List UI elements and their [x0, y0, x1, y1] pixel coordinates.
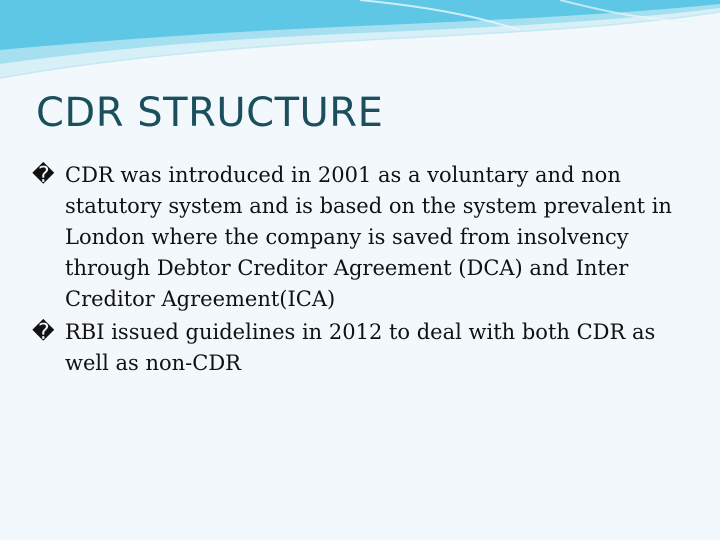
- slide-title: CDR STRUCTURE: [36, 90, 384, 136]
- header-wave-decoration: [0, 0, 720, 100]
- bullet-list: [32, 160, 692, 381]
- bullet-text: CDR was introduced in 2001 as a voluntary and non statutory system and is based on the system prevalent in London where the company is saved from insolvency through Debtor Creditor Agreement (DCA) and Inter Creditor Agreement(ICA): [65, 163, 672, 311]
- bullet-item: [32, 160, 692, 315]
- bullet-text: RBI issued guidelines in 2012 to deal with both CDR as well as non-CDR: [65, 320, 656, 375]
- bullet-item: [32, 317, 692, 379]
- bullet-marker-icon: �: [32, 320, 55, 345]
- bullet-marker-icon: �: [32, 163, 55, 188]
